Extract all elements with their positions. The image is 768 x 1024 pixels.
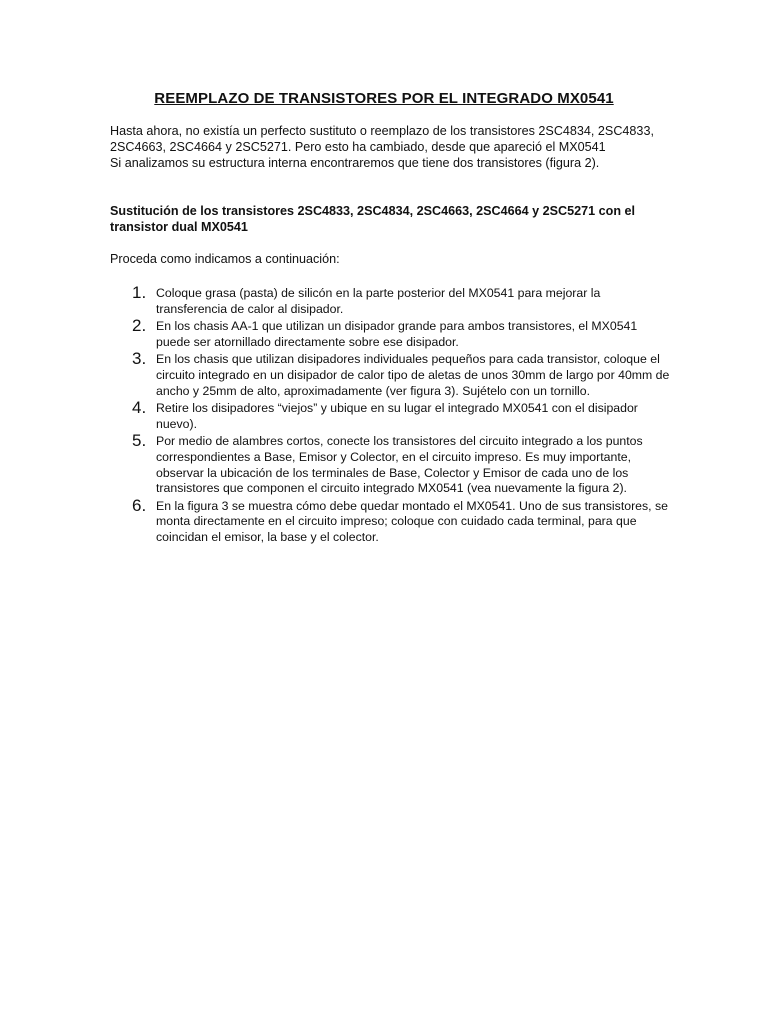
step-text: En la figura 3 se muestra cómo debe quedar montado el MX0541. Uno de sus transistores, se monta directamente en el circuito impreso; coloque con cuidado cada terminal, para que coincidan el emisor, la base y el colector. bbox=[156, 498, 668, 544]
document-title: REEMPLAZO DE TRANSISTORES POR EL INTEGRADO MX0541 bbox=[154, 90, 614, 107]
list-item bbox=[110, 431, 670, 496]
list-item bbox=[110, 495, 670, 546]
list-item bbox=[110, 283, 670, 317]
step-number: 5. bbox=[132, 431, 147, 451]
step-number: 2. bbox=[132, 316, 147, 336]
step-number: 4. bbox=[132, 398, 147, 418]
list-item bbox=[110, 316, 670, 350]
step-text: En los chasis que utilizan disipadores individuales pequeños para cada transistor, coloque el circuito integrado en un disipador de calor tipo de aletas de unos 30mm de largo por 40mm de ancho y 25mm de alto, aproximadamente (ver figura 3). Sujételo con un tornillo. bbox=[156, 352, 670, 398]
section-subtitle: Sustitución de los transistores 2SC4833, 2SC4834, 2SC4663, 2SC4664 y 2SC5271 con el transistor dual MX0541 bbox=[110, 204, 636, 234]
step-number: 1. bbox=[132, 283, 147, 302]
step-text: Coloque grasa (pasta) de silicón en la parte posterior del MX0541 para mejorar la transferencia de calor al disipador. bbox=[156, 286, 601, 316]
list-item bbox=[110, 349, 670, 399]
proceed-text: Proceda como indicamos a continuación: bbox=[110, 252, 340, 266]
steps-list bbox=[110, 283, 670, 548]
step-number: 3. bbox=[132, 349, 147, 369]
step-text: En los chasis AA-1 que utilizan un disipador grande para ambos transistores, el MX0541 puede ser atornillado directamente sobre ese disipador. bbox=[156, 319, 638, 349]
list-item bbox=[110, 398, 670, 432]
intro-paragraph: Hasta ahora, no existía un perfecto sustituto o reemplazo de los transistores 2SC4834, 2SC4833, 2SC4663, 2SC4664 y 2SC5271. Pero esto ha cambiado, desde que apareció el MX0541 bbox=[110, 124, 654, 154]
step-text: Retire los disipadores “viejos” y ubique en su lugar el integrado MX0541 con el disipador nuevo). bbox=[156, 401, 638, 431]
step-number: 6. bbox=[132, 495, 147, 515]
intro-section bbox=[110, 124, 658, 171]
step-text: Por medio de alambres cortos, conecte los transistores del circuito integrado a los puntos correspondientes a Base, Emisor y Colector, en el circuito impreso. Es muy importante, observar la ubicación de los terminales de Base, Colector y Emisor de cada uno de los transistores que componen el circuito integrado MX0541 (vea nuevamente la figura 2). bbox=[156, 434, 643, 496]
intro-paragraph: Si analizamos su estructura interna encontraremos que tiene dos transistores (figura 2). bbox=[110, 155, 600, 170]
